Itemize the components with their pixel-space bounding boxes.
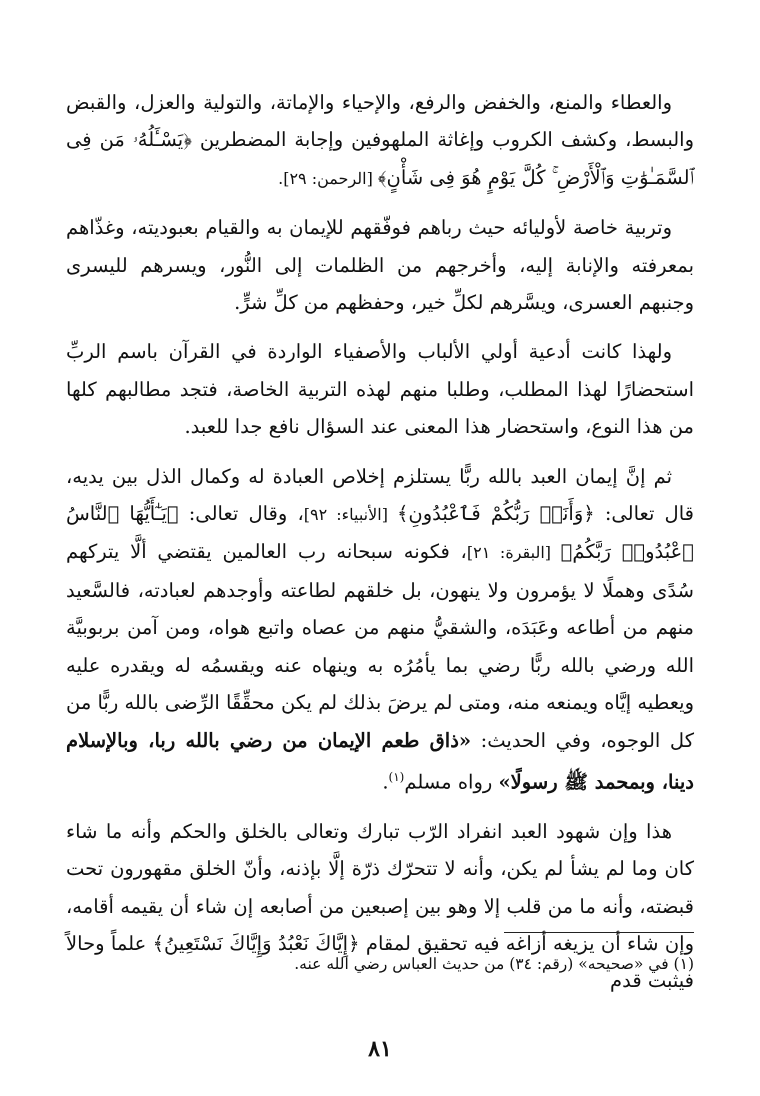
- paragraph: [66, 84, 694, 197]
- verse-reference: [البقرة: ٢١]: [466, 543, 561, 563]
- footnote-marker: (١): [388, 769, 405, 784]
- quran-verse: ﴿يَـٰٓأَيُّهَا ٱلنَّاسُ ٱعْبُدُوا۟ رَبَّكُمُ﴾: [66, 502, 694, 564]
- page-number: ٨١: [368, 1036, 392, 1062]
- text-run: هذا وإن شهود العبد انفراد الرّب تبارك وتعالى بالخلق والحكم وأنه ما شاء كان وما لم يشأ لم يكن، وأنه لا تتحرّك ذرّة إلَّا بإذنه، وأنّ الخلق مقهورون تحت قبضته، وأنه ما من قلب إلا وهو بين إصبعين من أصابعه إن شاء أن يقيمه أقامه، وإن شاء أن يزيغه أزاغه فيه تحقيق لمقام: [66, 819, 694, 956]
- paragraph: [66, 458, 694, 801]
- paragraph: [66, 209, 694, 321]
- verse-reference: [الرحمن: ٢٩].: [278, 168, 378, 188]
- text-run: ، وقال تعالى:: [178, 502, 304, 526]
- footnote-separator: [504, 932, 694, 933]
- text-run: ثم إنَّ إيمان العبد بالله ربًّا يستلزم إخلاص العبادة له وكمال الذل بين يديه، قال تعالى:: [66, 464, 694, 526]
- hadith-quote: «ذاق طعم الإيمان من رضي بالله ربا، وبالإسلام دينا، وبمحمد ﷺ رسولًا»: [66, 728, 694, 794]
- text-run: ولهذا كانت أدعية أولي الألباب والأصفياء الواردة في القرآن باسم الربِّ استحضارًا لهذا المطلب، وطلبا منهم لهذه التربية الخاصة، فتجد مطالبهم كلها من هذا النوع، واستحضار هذا المعنى عند السؤال نافع جدا للعبد.: [66, 340, 694, 439]
- main-text: [66, 84, 694, 1000]
- quran-verse: ﴿يَسْـَٔلُهُۥ مَن فِى ٱلسَّمَـٰوَٰتِ وَٱلْأَرْضِ ۚ كُلَّ يَوْمٍ هُوَ فِى شَأْنٍ﴾: [66, 128, 694, 189]
- quran-verse: ﴿إِيَّاكَ نَعْبُدُ وَإِيَّاكَ نَسْتَعِينُ﴾: [152, 932, 360, 956]
- paragraph: [66, 333, 694, 445]
- text-run: رواه مسلم: [404, 770, 499, 794]
- text-run: علماً وحالاً فيثبت قدم: [66, 932, 694, 993]
- verse-reference: [الأنبياء: ٩٢]: [303, 505, 397, 525]
- footnote: (١) في «صحيحه» (رقم: ٣٤) من حديث العباس رضي الله عنه.: [294, 955, 694, 973]
- text-run: وتربية خاصة لأوليائه حيث رباهم فوفّقهم للإيمان به والقيام بعبوديته، وغذّاهم بمعرفته والإنابة إليه، وأخرجهم من الظلمات إلى النُّور، ويسرهم لليسرى وجنبهم العسرى، ويسَّرهم لكلِّ خير، وحفظهم من كلِّ شرٍّ.: [66, 216, 694, 315]
- text-run: .: [382, 770, 389, 794]
- text-run: والعطاء والمنع، والخفض والرفع، والإحياء والإماتة، والتولية والعزل، والقبض والبسط، وكشف الكروب وإغاثة الملهوفين وإجابة المضطرين: [66, 91, 694, 152]
- text-run: ، فكونه سبحانه رب العالمين يقتضي ألَّا يتركهم سُدًى وهملًا لا يؤمرون ولا ينهون، بل خلقهم لطاعته وأوجدهم لعبادته، فالسَّعيد منهم من أطاعه وعَبَدَه، والشقيُّ منهم من عصاه واتبع هواه، ومن آمن بربوبيَّة الله ورضي بالله ربًّا رضي بما يأمُرُه به وينهاه عنه ويقسمُه له ويقدره عليه ويعطيه إيَّاه ويمنعه منه، ومتى لم يرضَ بذلك لم يكن محقِّقًا الرِّضى بالله ربًّا من كل الوجوه، وفي الحديث:: [66, 540, 694, 752]
- quran-verse: ﴿وَأَنَا۠ رَبُّكُمْ فَٱعْبُدُونِ﴾: [397, 502, 595, 526]
